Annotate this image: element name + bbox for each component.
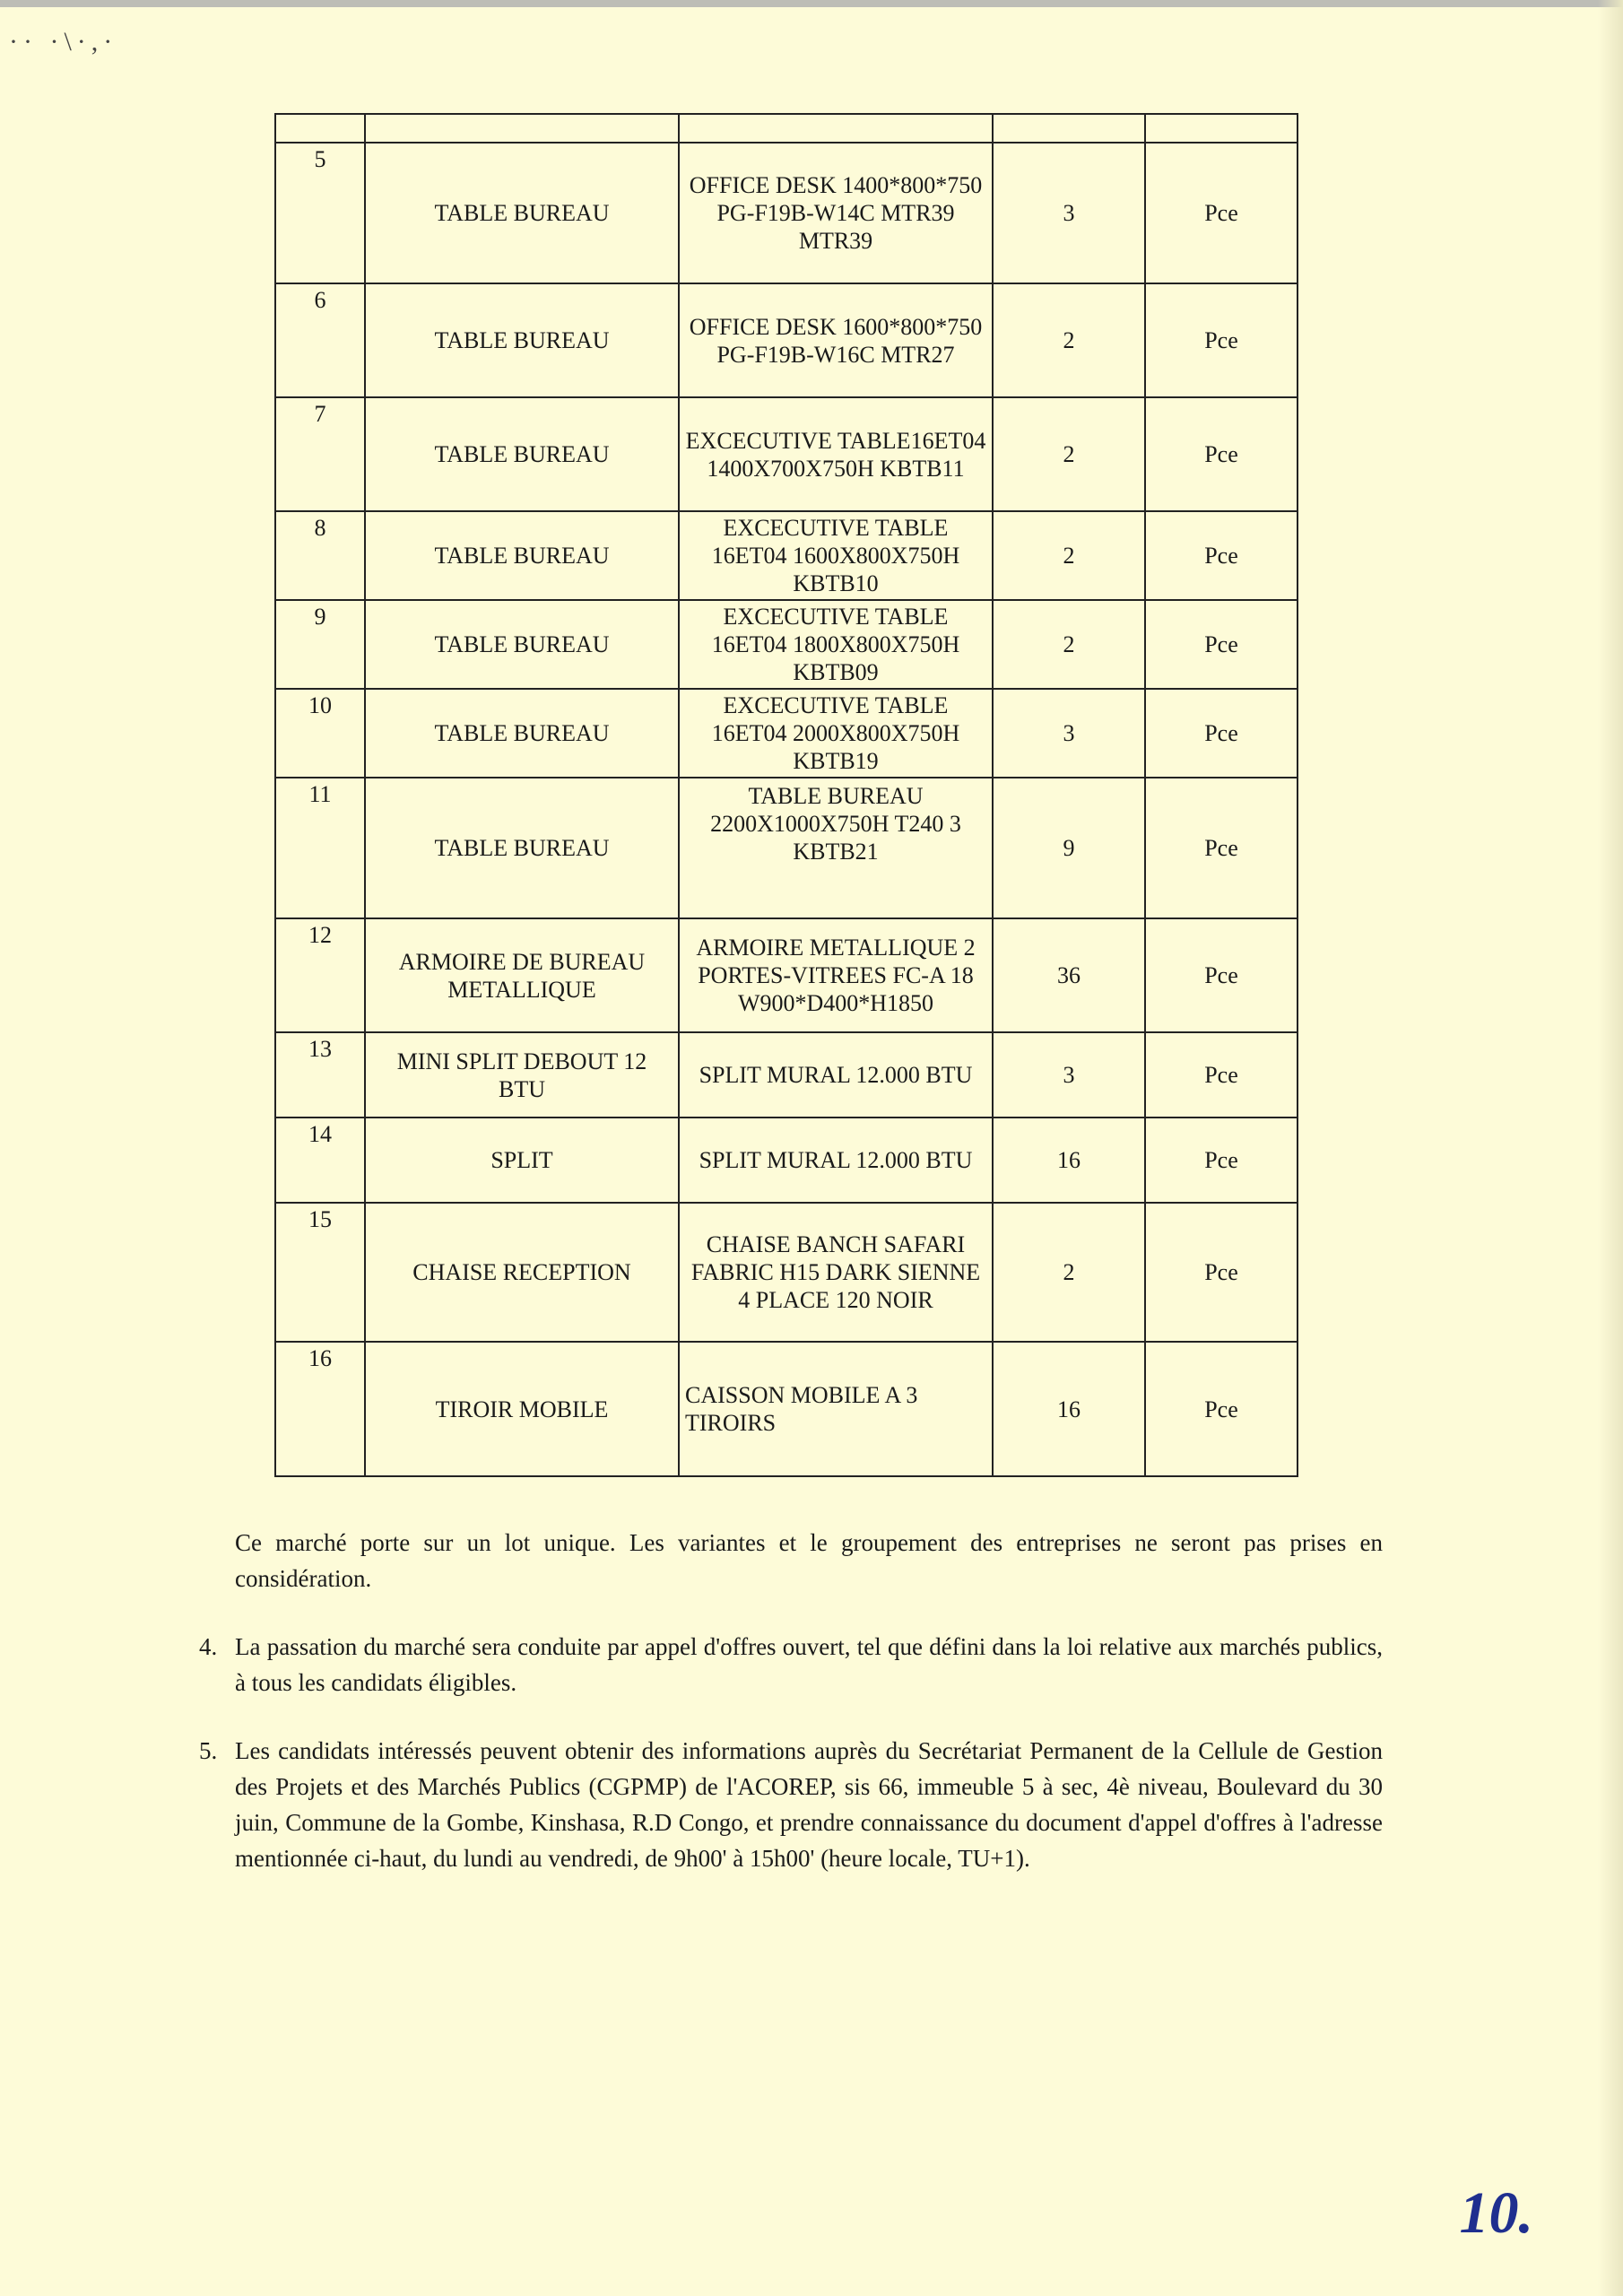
paragraph-lot: Ce marché porte sur un lot unique. Les variantes et le groupement des entreprises ne seront pas prises en considération. [235, 1529, 1383, 1592]
row-designation: TABLE BUREAU [365, 778, 679, 918]
row-designation: TABLE BUREAU [365, 689, 679, 778]
row-spec: CHAISE BANCH SAFARI FABRIC H15 DARK SIENNE 4 PLACE 120 NOIR [679, 1203, 993, 1342]
row-unit: Pce [1145, 397, 1298, 511]
row-number: 5 [275, 143, 365, 283]
row-spec: EXCECUTIVE TABLE 16ET04 1800X800X750H KBTB09 [679, 600, 993, 689]
row-spec: TABLE BUREAU 2200X1000X750H T240 3 KBTB21 [679, 778, 993, 918]
row-quantity: 3 [993, 689, 1145, 778]
row-designation: TABLE BUREAU [365, 283, 679, 397]
row-spec: CAISSON MOBILE A 3 TIROIRS [679, 1342, 993, 1476]
paragraph-4 [199, 1629, 1383, 1700]
row-unit: Pce [1145, 283, 1298, 397]
row-number: 6 [275, 283, 365, 397]
row-unit: Pce [1145, 1118, 1298, 1203]
header-cell [1145, 114, 1298, 143]
table-row [275, 1118, 1298, 1203]
row-unit: Pce [1145, 511, 1298, 600]
row-number: 7 [275, 397, 365, 511]
row-number: 14 [275, 1118, 365, 1203]
table-row [275, 600, 1298, 689]
row-designation: TABLE BUREAU [365, 511, 679, 600]
row-number: 9 [275, 600, 365, 689]
scan-top-edge [0, 0, 1623, 7]
row-quantity: 3 [993, 1032, 1145, 1118]
row-unit: Pce [1145, 1032, 1298, 1118]
table-row [275, 1342, 1298, 1476]
row-quantity: 16 [993, 1118, 1145, 1203]
table-row [275, 283, 1298, 397]
row-quantity: 2 [993, 511, 1145, 600]
row-quantity: 2 [993, 600, 1145, 689]
table-header-row [275, 114, 1298, 143]
table-row [275, 778, 1298, 918]
row-quantity: 9 [993, 778, 1145, 918]
paragraph-text: La passation du marché sera conduite par appel d'offres ouvert, tel que défini dans la loi relative aux marchés publics, à tous les candidats éligibles. [235, 1633, 1383, 1696]
page-number: 10. [1459, 2180, 1533, 2246]
header-cell [679, 114, 993, 143]
header-cell [365, 114, 679, 143]
header-cell [993, 114, 1145, 143]
row-spec: EXCECUTIVE TABLE 16ET04 1600X800X750H KBTB10 [679, 511, 993, 600]
row-designation: TABLE BUREAU [365, 397, 679, 511]
row-designation: TABLE BUREAU [365, 143, 679, 283]
row-spec: OFFICE DESK 1600*800*750 PG-F19B-W16C MTR27 [679, 283, 993, 397]
scan-right-edge [1598, 0, 1623, 2296]
row-unit: Pce [1145, 1342, 1298, 1476]
row-designation: ARMOIRE DE BUREAU METALLIQUE [365, 918, 679, 1032]
row-unit: Pce [1145, 778, 1298, 918]
items-table [274, 113, 1298, 1477]
table-row [275, 143, 1298, 283]
table-row [275, 511, 1298, 600]
row-designation: TIROIR MOBILE [365, 1342, 679, 1476]
table-row [275, 1203, 1298, 1342]
row-number: 10 [275, 689, 365, 778]
row-designation: CHAISE RECEPTION [365, 1203, 679, 1342]
row-number: 8 [275, 511, 365, 600]
row-unit: Pce [1145, 689, 1298, 778]
paragraph-number: 5. [199, 1737, 218, 1764]
row-spec: OFFICE DESK 1400*800*750 PG-F19B-W14C MTR39 MTR39 [679, 143, 993, 283]
table-row [275, 918, 1298, 1032]
paragraph-5 [199, 1733, 1383, 1876]
row-spec: ARMOIRE METALLIQUE 2 PORTES-VITREES FC-A 18 W900*D400*H1850 [679, 918, 993, 1032]
scan-specks: ·· ·\·,· [9, 27, 118, 57]
row-unit: Pce [1145, 600, 1298, 689]
paragraph-number: 4. [199, 1633, 218, 1660]
row-spec: EXCECUTIVE TABLE 16ET04 2000X800X750H KBTB19 [679, 689, 993, 778]
row-spec: SPLIT MURAL 12.000 BTU [679, 1032, 993, 1118]
row-quantity: 2 [993, 397, 1145, 511]
header-cell [275, 114, 365, 143]
row-number: 16 [275, 1342, 365, 1476]
table-row [275, 1032, 1298, 1118]
row-number: 13 [275, 1032, 365, 1118]
row-quantity: 16 [993, 1342, 1145, 1476]
row-unit: Pce [1145, 143, 1298, 283]
row-number: 12 [275, 918, 365, 1032]
row-spec: SPLIT MURAL 12.000 BTU [679, 1118, 993, 1203]
row-number: 11 [275, 778, 365, 918]
row-designation: MINI SPLIT DEBOUT 12 BTU [365, 1032, 679, 1118]
row-unit: Pce [1145, 918, 1298, 1032]
row-quantity: 3 [993, 143, 1145, 283]
paragraph-text: Les candidats intéressés peuvent obtenir des informations auprès du Secrétariat Permanent de la Cellule de Gestion des Projets et des Marchés Publics (CGPMP) de l'ACOREP, sis 66, immeuble 5 à sec, 4è niveau, Boulevard du 30 juin, Commune de la Gombe, Kinshasa, R.D Congo, et prendre connaissance du document d'appel d'offres à l'adresse mentionnée ci-haut, du lundi au vendredi, de 9h00' à 15h00' (heure locale, TU+1). [235, 1737, 1383, 1872]
table-row [275, 689, 1298, 778]
row-quantity: 36 [993, 918, 1145, 1032]
row-unit: Pce [1145, 1203, 1298, 1342]
body-text [199, 1525, 1383, 1909]
row-number: 15 [275, 1203, 365, 1342]
row-spec: EXCECUTIVE TABLE16ET04 1400X700X750H KBTB11 [679, 397, 993, 511]
row-designation: SPLIT [365, 1118, 679, 1203]
table-row [275, 397, 1298, 511]
row-quantity: 2 [993, 1203, 1145, 1342]
row-designation: TABLE BUREAU [365, 600, 679, 689]
row-quantity: 2 [993, 283, 1145, 397]
